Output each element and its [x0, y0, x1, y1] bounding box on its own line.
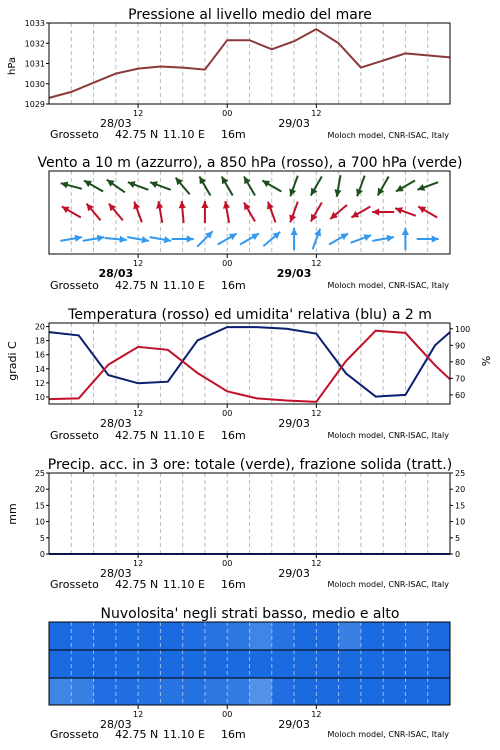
cloud-cell — [71, 678, 94, 705]
cloud-cell — [428, 678, 451, 705]
cloud-cell — [49, 622, 72, 650]
cloud-cell — [272, 650, 295, 678]
y-tick-label: 14 — [34, 364, 45, 374]
pressure-y-label: hPa — [7, 56, 18, 76]
cloud-cell — [71, 622, 94, 650]
footer-credit: Moloch model, CNR-ISAC, Italy — [327, 730, 449, 739]
y-tick-label: 1032 — [24, 39, 45, 49]
precip-panel — [6, 457, 465, 591]
cloud-cell — [183, 650, 206, 678]
cloud-cell — [339, 622, 362, 650]
x-date-label: 29/03 — [278, 417, 310, 430]
x-date-label: 28/03 — [99, 417, 132, 430]
footer-elev: 16m — [221, 279, 246, 292]
cloud-cell — [94, 622, 117, 650]
y-tick-label-right: 5 — [455, 533, 461, 543]
cloud-cell — [160, 678, 183, 705]
x-date-label: 29/03 — [278, 117, 310, 130]
pressure-y-axis — [25, 19, 49, 109]
temp-rh-x-axis — [100, 404, 321, 430]
cloud-cell — [227, 678, 250, 705]
footer-elev: 16m — [221, 578, 246, 591]
cloud-cell — [428, 622, 451, 650]
cloud-cell — [250, 622, 273, 650]
x-tick-label: 12 — [133, 109, 144, 118]
temp-rh-grid — [71, 323, 427, 404]
x-date-label: 28/03 — [99, 567, 132, 580]
x-tick-label: 12 — [311, 559, 322, 568]
cloud-cell — [294, 650, 317, 678]
cloud-cell — [49, 650, 72, 678]
cloud-cell — [361, 678, 384, 705]
footer-lat: 42.75 N — [115, 279, 159, 292]
y-tick-label: 12 — [34, 378, 45, 388]
footer-lat: 42.75 N — [115, 128, 159, 141]
cloud-cell — [250, 678, 273, 705]
cloud-cell — [116, 622, 139, 650]
temp-rh-title: Temperatura (rosso) ed umidita' relativa (blu) a 2 m — [68, 307, 432, 323]
x-tick-label: 00 — [222, 259, 233, 268]
cloud-cell — [405, 650, 428, 678]
cloud-cell — [94, 650, 117, 678]
y-tick-label: 1029 — [24, 100, 45, 109]
y-tick-label: 1033 — [24, 19, 45, 28]
footer-elev: 16m — [221, 128, 246, 141]
y-tick-label-right: 60 — [455, 390, 466, 400]
cloud-cell — [383, 622, 406, 650]
cloud-cell — [116, 650, 139, 678]
y-tick-label-right: 70 — [455, 374, 466, 384]
cloud-cell — [405, 678, 428, 705]
precip-grid — [71, 473, 427, 554]
temp-rh-footer — [50, 429, 449, 442]
wind-panel — [37, 155, 462, 292]
y-tick-label: 10 — [34, 392, 45, 402]
y-tick-label-right: 25 — [455, 469, 466, 478]
y-tick-label: 16 — [34, 350, 45, 360]
cloud-cell — [383, 678, 406, 705]
y-tick-label: 25 — [34, 469, 45, 478]
cloud-cell — [339, 650, 362, 678]
footer-station: Grosseto — [50, 429, 99, 442]
temp-y-label: gradi C — [6, 341, 19, 381]
x-date-label: 29/03 — [276, 267, 312, 280]
footer-station: Grosseto — [50, 578, 99, 591]
footer-credit: Moloch model, CNR-ISAC, Italy — [327, 580, 449, 589]
precip-plot-frame — [49, 473, 450, 554]
cloud-cell — [227, 650, 250, 678]
x-tick-label: 00 — [222, 409, 233, 418]
cloud-cell — [94, 678, 117, 705]
y-tick-label: 18 — [34, 336, 45, 346]
cloud-cell — [272, 678, 295, 705]
wind-arrows — [60, 175, 438, 250]
footer-lon: 11.10 E — [163, 728, 205, 741]
cloud-cell — [316, 678, 339, 705]
cloud-cell — [361, 650, 384, 678]
footer-credit: Moloch model, CNR-ISAC, Italy — [327, 281, 449, 290]
x-date-label: 28/03 — [99, 117, 132, 130]
y-tick-label: 10 — [34, 517, 45, 527]
cloud-cell — [138, 622, 161, 650]
precip-y-axis-right — [450, 469, 465, 559]
footer-elev: 16m — [221, 429, 246, 442]
x-tick-label: 12 — [311, 409, 322, 418]
y-tick-label: 1031 — [24, 59, 45, 69]
x-tick-label: 12 — [311, 259, 322, 268]
precip-y-axis — [35, 469, 49, 559]
cloud-cell — [316, 622, 339, 650]
footer-station: Grosseto — [50, 279, 99, 292]
footer-lon: 11.10 E — [163, 429, 205, 442]
pressure-title: Pressione al livello medio del mare — [128, 7, 372, 23]
footer-lat: 42.75 N — [115, 429, 159, 442]
x-tick-label: 12 — [133, 409, 144, 418]
y-tick-label-right: 10 — [455, 517, 466, 527]
y-tick-label-right: 90 — [455, 341, 466, 351]
cloud-cell — [361, 622, 384, 650]
wind-title: Vento a 10 m (azzurro), a 850 hPa (rosso), a 700 hPa (verde) — [37, 155, 463, 171]
y-tick-label: 5 — [39, 533, 45, 543]
cloud-cell — [138, 650, 161, 678]
cloud-cell — [294, 622, 317, 650]
cloud-cell — [294, 678, 317, 705]
cloud-cell — [183, 622, 206, 650]
rh-y-axis — [450, 325, 470, 400]
y-tick-label: 1030 — [24, 79, 45, 89]
cloud-cell — [205, 650, 228, 678]
footer-credit: Moloch model, CNR-ISAC, Italy — [327, 431, 449, 440]
cloud-cell — [428, 650, 451, 678]
pressure-x-axis — [100, 104, 321, 130]
precip-y-label: mm — [6, 503, 19, 525]
precip-title: Precip. acc. in 3 ore: totale (verde), frazione solida (tratt.) — [47, 457, 453, 473]
precip-x-axis — [100, 554, 321, 580]
cloud-cell — [49, 678, 72, 705]
x-tick-label: 00 — [222, 559, 233, 568]
x-date-label: 29/03 — [278, 567, 310, 580]
wind-x-axis — [99, 254, 322, 280]
y-tick-label: 0 — [39, 550, 45, 559]
cloud-cell — [383, 650, 406, 678]
x-tick-label: 12 — [133, 710, 144, 719]
y-tick-label-right: 20 — [455, 485, 466, 495]
cloud-cell — [205, 622, 228, 650]
y-tick-label: 20 — [34, 322, 45, 332]
cloud-cell — [138, 678, 161, 705]
y-tick-label-right: 100 — [455, 324, 471, 334]
footer-lon: 11.10 E — [163, 578, 205, 591]
x-date-label: 29/03 — [278, 718, 310, 731]
cloud-cell — [272, 622, 295, 650]
clouds-panel — [49, 606, 451, 741]
footer-lon: 11.10 E — [163, 128, 205, 141]
footer-elev: 16m — [221, 728, 246, 741]
wind-footer — [50, 279, 449, 292]
footer-lat: 42.75 N — [115, 578, 159, 591]
cloud-cell — [160, 622, 183, 650]
clouds-title: Nuvolosita' negli strati basso, medio e alto — [100, 606, 400, 622]
pressure-panel — [7, 7, 450, 141]
cloud-cell — [71, 650, 94, 678]
cloud-cell — [405, 622, 428, 650]
cloud-cell — [227, 622, 250, 650]
footer-station: Grosseto — [50, 128, 99, 141]
cloud-cell — [160, 650, 183, 678]
y-tick-label-right: 15 — [455, 501, 466, 511]
x-tick-label: 00 — [222, 109, 233, 118]
temp-y-axis — [35, 323, 49, 402]
footer-credit: Moloch model, CNR-ISAC, Italy — [327, 131, 449, 140]
x-tick-label: 12 — [133, 259, 144, 268]
y-tick-label-right: 0 — [455, 550, 461, 559]
cloud-cell — [183, 678, 206, 705]
footer-station: Grosseto — [50, 728, 99, 741]
x-tick-label: 00 — [222, 710, 233, 719]
cloud-cell — [205, 678, 228, 705]
rh-y-label: % — [480, 355, 493, 367]
y-tick-label: 15 — [34, 501, 45, 511]
x-tick-label: 12 — [311, 710, 322, 719]
cloud-cell — [116, 678, 139, 705]
cloud-cell — [250, 650, 273, 678]
x-date-label: 28/03 — [98, 267, 134, 280]
pressure-plot-frame — [49, 23, 450, 104]
temp-rh-panel — [6, 307, 493, 442]
x-date-label: 28/03 — [99, 718, 132, 731]
y-tick-label: 20 — [34, 485, 45, 495]
cloud-cell — [316, 650, 339, 678]
y-tick-label-right: 80 — [455, 357, 466, 367]
x-tick-label: 12 — [311, 109, 322, 118]
x-tick-label: 12 — [133, 559, 144, 568]
footer-lon: 11.10 E — [163, 279, 205, 292]
footer-lat: 42.75 N — [115, 728, 159, 741]
cloud-cell — [339, 678, 362, 705]
